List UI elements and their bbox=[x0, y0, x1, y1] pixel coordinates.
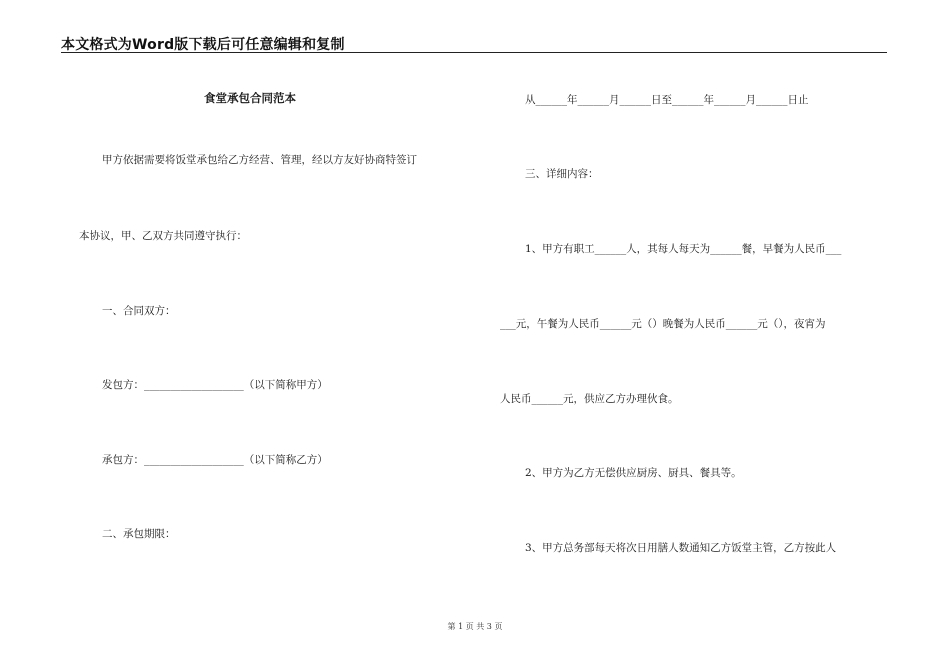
detail-item-3: 3、甲方总务部每天将次日用膳人数通知乙方饭堂主管，乙方按此人 bbox=[525, 542, 837, 554]
detail-item-1-line-2: ___元，午餐为人民币______元（）晚餐为人民币______元（），夜宵为 bbox=[500, 318, 826, 330]
party-a-field: 发包方：___________________（以下简称甲方） bbox=[102, 379, 328, 391]
section-heading-parties: 一、合同双方： bbox=[102, 305, 176, 317]
header-divider bbox=[61, 52, 887, 53]
document-title: 食堂承包合同范本 bbox=[204, 91, 296, 105]
detail-item-2: 2、甲方为乙方无偿供应厨房、厨具、餐具等。 bbox=[525, 467, 742, 479]
contract-period-line: 从______年______月______日至______年______月______日止 bbox=[525, 94, 809, 106]
intro-paragraph-line-1: 甲方依据需要将饭堂承包给乙方经营、管理，经以方友好协商特签订 bbox=[102, 154, 417, 166]
detail-item-1-line-1: 1、甲方有职工______人，其每人每天为______餐，早餐为人民币___ bbox=[525, 243, 842, 255]
section-heading-term: 二、承包期限： bbox=[102, 528, 176, 540]
detail-item-1-line-3: 人民币______元，供应乙方办理伙食。 bbox=[500, 393, 679, 405]
section-heading-details: 三、详细内容： bbox=[525, 168, 599, 180]
intro-paragraph-line-2: 本协议，甲、乙双方共同遵守执行： bbox=[79, 230, 247, 242]
page-number-footer: 第 1 页 共 3 页 bbox=[447, 622, 503, 631]
party-b-field: 承包方：___________________（以下简称乙方） bbox=[102, 454, 328, 466]
document-banner: 本文格式为Word版下载后可任意编辑和复制 bbox=[61, 37, 345, 53]
